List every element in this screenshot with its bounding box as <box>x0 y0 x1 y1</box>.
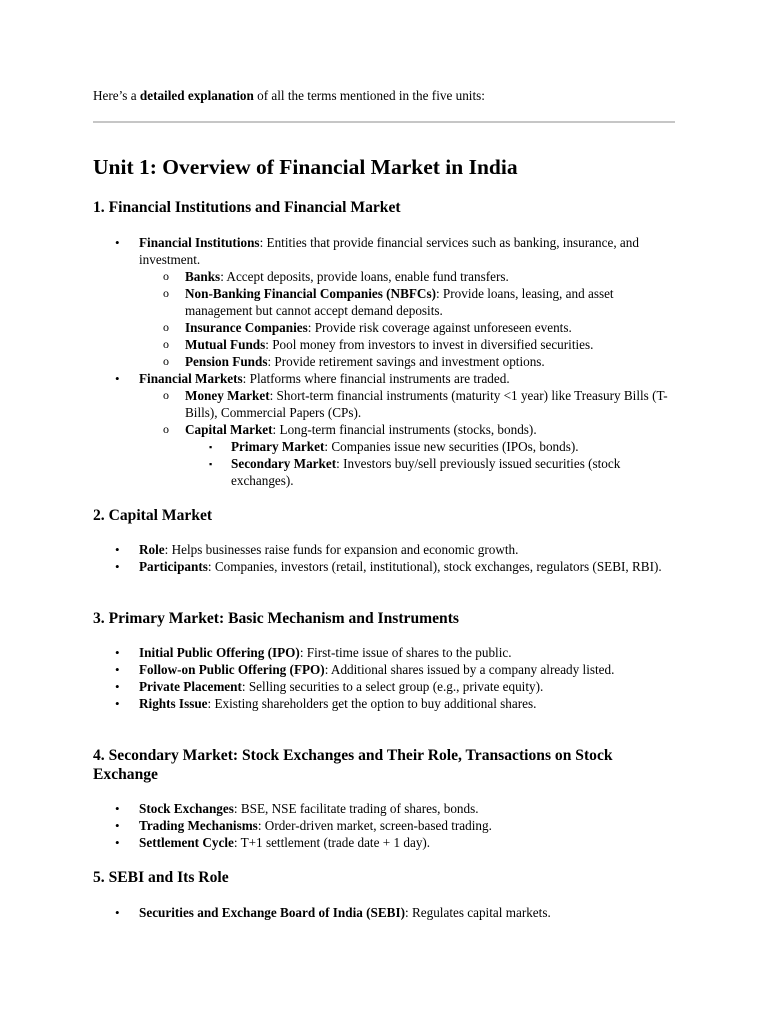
bullet-marker: • <box>115 371 120 386</box>
bullet-marker: • <box>115 818 120 833</box>
list-item: ▪ Primary Market: Companies issue new securities (IPOs, bonds). <box>209 439 579 454</box>
square-marker: ▪ <box>209 442 213 452</box>
section-heading-2: 2. Capital Market <box>93 507 213 524</box>
list-item: • Private Placement: Selling securities to a select group (e.g., private equity). <box>115 679 544 694</box>
sub-list <box>139 268 683 370</box>
section-4-list <box>93 800 683 851</box>
bullet-marker: • <box>115 235 120 250</box>
circle-marker: o <box>163 269 169 283</box>
list-item: o Non-Banking Financial Companies (NBFCs): Provide loans, leasing, and asset management but cannot accept demand deposits. <box>163 286 614 318</box>
list-item: o Money Market: Short-term financial instruments (maturity <1 year) like Treasury Bills (T-Bills), Commercial Papers (CPs). <box>163 388 668 420</box>
circle-marker: o <box>163 286 169 300</box>
list-item: • Role: Helps businesses raise funds for expansion and economic growth. <box>115 542 519 557</box>
bullet-marker: • <box>115 559 120 574</box>
list-item: • Trading Mechanisms: Order-driven market, screen-based trading. <box>115 818 492 833</box>
intro-paragraph: Here’s a detailed explanation of all the terms mentioned in the five units: <box>93 88 485 103</box>
bullet-marker: • <box>115 801 120 816</box>
square-marker: ▪ <box>209 459 213 469</box>
list-item: • Initial Public Offering (IPO): First-time issue of shares to the public. <box>115 645 512 660</box>
list-item: o Mutual Funds: Pool money from investors to invest in diversified securities. <box>163 337 594 352</box>
list-item: • Securities and Exchange Board of India (SEBI): Regulates capital markets. <box>115 905 551 920</box>
list-item: • Financial Markets: Platforms where financial instruments are traded. o Money Market: Short-term financial instruments (maturity <1 year) like Treasury Bills (T-Bills), Commercial Papers (CPs). o Capital Market: Long-term financial instruments (stocks, bonds). ▪ Primary Market: Companies issue new securities (IPOs, bonds). ▪ Secondary Market: Investors buy/sell previously issued securities (stock exchanges). <box>93 370 683 489</box>
list-item: o Pension Funds: Provide retirement savings and investment options. <box>163 354 545 369</box>
list-item: o Capital Market: Long-term financial instruments (stocks, bonds). ▪ Primary Market: Companies issue new securities (IPOs, bonds). ▪ Secondary Market: Investors buy/sell previously issued securities (stock exchanges). <box>139 421 683 489</box>
list-item: • Follow-on Public Offering (FPO): Additional shares issued by a company already listed. <box>115 662 615 677</box>
section-heading-1: 1. Financial Institutions and Financial Market <box>93 199 401 216</box>
list-item: • Participants: Companies, investors (retail, institutional), stock exchanges, regulators (SEBI, RBI). <box>115 559 662 574</box>
circle-marker: o <box>163 320 169 334</box>
list-item: • Financial Institutions: Entities that provide financial services such as banking, insurance, and investment. o Banks: Accept deposits, provide loans, enable fund transfers. o Non-Banking Financial Companies (NBFCs): Provide loans, leasing, and asset management but cannot accept demand deposits. o Insurance Companies: Provide risk coverage against unforeseen events. o Mutual Funds: Pool money from investors to invest in diversified securities. o Pension Funds: Provide retirement savings and investment options. <box>93 234 683 370</box>
list-item: • Settlement Cycle: T+1 settlement (trade date + 1 day). <box>115 835 431 850</box>
unit-title: Unit 1: Overview of Financial Market in India <box>93 155 518 179</box>
bullet-marker: • <box>115 679 120 694</box>
section-1-list <box>93 234 683 489</box>
section-heading-3: 3. Primary Market: Basic Mechanism and Instruments <box>93 610 459 627</box>
bullet-marker: • <box>115 645 120 660</box>
list-item: • Rights Issue: Existing shareholders get the option to buy additional shares. <box>115 696 537 711</box>
bullet-marker: • <box>115 696 120 711</box>
section-3-list <box>93 644 683 712</box>
sub-list <box>139 387 683 489</box>
bullet-marker: • <box>115 905 120 920</box>
circle-marker: o <box>163 354 169 368</box>
list-item: o Insurance Companies: Provide risk coverage against unforeseen events. <box>163 320 572 335</box>
list-item: ▪ Secondary Market: Investors buy/sell previously issued securities (stock exchanges). <box>209 456 621 488</box>
circle-marker: o <box>163 337 169 351</box>
list-item: o Banks: Accept deposits, provide loans, enable fund transfers. <box>163 269 509 284</box>
list-item: • Stock Exchanges: BSE, NSE facilitate trading of shares, bonds. <box>115 801 479 816</box>
bullet-marker: • <box>115 662 120 677</box>
circle-marker: o <box>163 388 169 402</box>
sub-sub-list <box>185 438 683 489</box>
section-heading-4: 4. Secondary Market: Stock Exchanges and Their Role, Transactions on Stock Exchange <box>93 747 613 783</box>
section-5-list <box>93 904 683 921</box>
intro-emphasis: detailed explanation <box>139 88 254 103</box>
horizontal-rule <box>93 121 675 123</box>
circle-marker: o <box>163 422 169 436</box>
bullet-marker: • <box>115 542 120 557</box>
bullet-marker: • <box>115 835 120 850</box>
section-2-list <box>93 541 683 575</box>
section-heading-5: 5. SEBI and Its Role <box>93 869 229 886</box>
